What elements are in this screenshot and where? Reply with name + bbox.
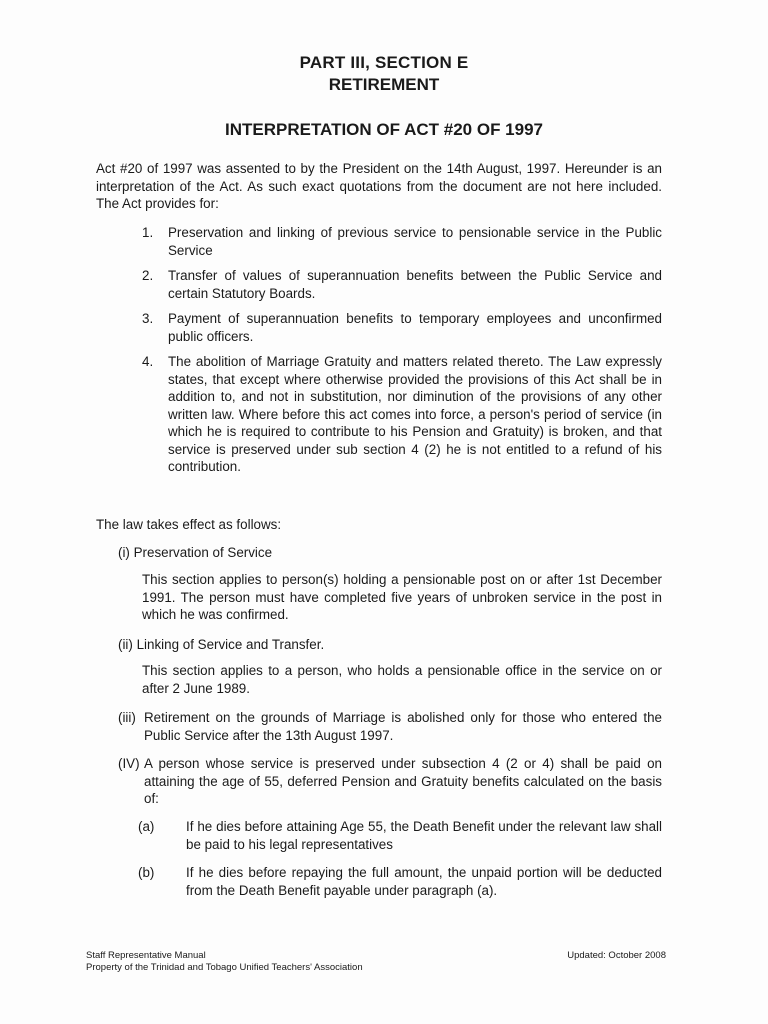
item-text: Preservation and linking of previous service to pensionable service in the Public Service (168, 225, 662, 258)
section-iii-tag: (iii) (118, 710, 136, 725)
item-number: 1. (142, 225, 154, 240)
paragraph-b-text: If he dies before repaying the full amount, the unpaid portion will be deducted from the Death Benefit payable under paragraph (a). (186, 865, 662, 898)
section-iv-text: A person whose service is preserved under subsection 4 (2 or 4) shall be paid on attaining the age of 55, deferred Pension and Gratuity benefits calculated on the basis of: (144, 756, 662, 806)
page-heading (0, 52, 768, 96)
section-iv-tag: (IV) (118, 756, 140, 771)
effect-intro: The law takes effect as follows: (96, 517, 282, 532)
manual-name: Staff Representative Manual (86, 950, 206, 961)
item-number: 3. (142, 311, 154, 326)
paragraph-a (138, 818, 662, 853)
provisions-list (142, 224, 662, 484)
paragraph-b-tag: (b) (138, 865, 155, 880)
section-i-heading: (i) Preservation of Service (118, 545, 273, 560)
section-iii-text: Retirement on the grounds of Marriage is abolished only for those who entered the Public Service after the 13th August 1997. (144, 710, 662, 743)
updated-date: Updated: October 2008 (567, 950, 666, 961)
list-item (142, 267, 662, 302)
item-text: The abolition of Marriage Gratuity and matters related thereto. The Law expressly states, that except where otherwise provided the provisions of this Act shall be in addition to, and not in substitution, nor diminution of the provisions of any other written law. Where before this act comes into force, a person's period of service (in which he is required to contribute to his Pension and Gratuity) is broken, and that service is preserved under sub section 4 (2) he is not entitled to a refund of his contribution. (168, 354, 662, 474)
section-ii-heading: (ii) Linking of Service and Transfer. (118, 637, 325, 652)
list-item (142, 310, 662, 345)
list-item (142, 353, 662, 476)
list-item (142, 224, 662, 259)
section-iv (118, 755, 662, 808)
paragraph-b (138, 864, 662, 899)
item-text: Payment of superannuation benefits to temporary employees and unconfirmed public officers. (168, 311, 662, 344)
retirement-title: RETIREMENT (328, 75, 440, 94)
paragraph-a-text: If he dies before attaining Age 55, the Death Benefit under the relevant law shall be paid to his legal representatives (186, 819, 662, 852)
item-number: 2. (142, 268, 154, 283)
interpretation-subtitle: INTERPRETATION OF ACT #20 OF 1997 (224, 120, 544, 139)
property-note: Property of the Trinidad and Tobago Unified Teachers' Association (86, 962, 363, 973)
section-i-body: This section applies to person(s) holding a pensionable post on or after 1st December 1991. The person must have completed five years of unbroken service in the post in which he was confirmed. (142, 572, 662, 622)
part-section-title: PART III, SECTION E (299, 53, 469, 72)
item-text: Transfer of values of superannuation benefits between the Public Service and certain Statutory Boards. (168, 268, 662, 301)
intro-paragraph: Act #20 of 1997 was assented to by the President on the 14th August, 1997. Hereunder is an interpretation of the Act. As such exact quotations from the document are not here included. The Act provides for: (96, 161, 662, 211)
section-ii-body: This section applies to a person, who holds a pensionable office in the service on or after 2 June 1989. (142, 663, 662, 696)
section-iii (118, 709, 662, 744)
item-number: 4. (142, 354, 154, 369)
footer-left (86, 950, 363, 974)
paragraph-a-tag: (a) (138, 819, 155, 834)
